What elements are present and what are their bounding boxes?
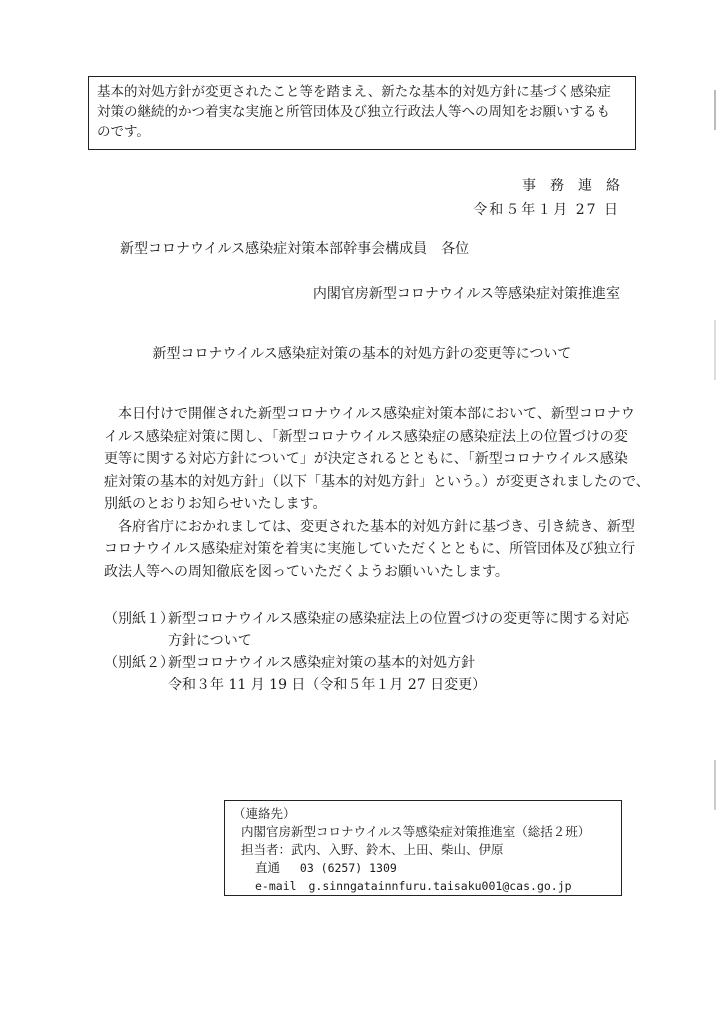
phone-number: 03 (6257) 1309 — [299, 861, 397, 875]
document-type: 事務連絡 — [522, 178, 634, 194]
attachment-item — [104, 652, 634, 674]
body-line: コロナウイルス感染症対策を着実に実施していただくとともに、所管団体及び独立行 — [104, 541, 636, 557]
body-line: 別紙のとおりお知らせいたします。 — [104, 496, 327, 512]
body-line: 政法人等への周知徹底を図っていただくようお願いいたします。 — [104, 563, 509, 580]
contact-staff: 担当者：武内、入野、鈴木、上田、柴山、伊原 — [241, 842, 504, 857]
attachment-item — [104, 608, 634, 630]
attachment-title: 新型コロナウイルス感染症対策の基本的対処方針 — [168, 655, 476, 671]
sender: 内閣官房新型コロナウイルス等感染症対策推進室 — [312, 286, 620, 302]
subject-title: 新型コロナウイルス感染症対策の基本的対処方針の変更等について — [152, 346, 572, 362]
body-line: 症対策の基本的対処方針」（以下「基本的対処方針」という。）が変更されましたので、 — [104, 473, 650, 490]
notice-line: のです。 — [97, 124, 150, 140]
notice-line: 対策の継続的かつ着実な実施と所管団体及び独立行政法人等への周知をお願いするも — [97, 104, 610, 120]
contact-heading: （連絡先） — [233, 806, 296, 821]
phone-label: 直通 — [255, 860, 281, 875]
attachment-label: （別紙２） — [104, 655, 174, 671]
scan-edge-mark — [714, 90, 716, 130]
notice-box — [88, 76, 636, 150]
body-text — [104, 403, 650, 583]
contact-office: 内閣官房新型コロナウイルス等感染症対策推進室（総括２班） — [241, 824, 591, 839]
body-line: 各府省庁におかれましては、変更された基本的対処方針に基づき、引き続き、新型 — [104, 518, 635, 535]
contact-email-row — [233, 877, 613, 895]
body-line: 本日付けで開催された新型コロナウイルス感染症対策本部において、新型コロナウ — [104, 406, 635, 422]
email-address: g.sinngatainnfuru.taisaku001@cas.go.jp — [308, 879, 572, 893]
scan-edge-mark — [714, 320, 716, 380]
attachment-title: 新型コロナウイルス感染症の感染症法上の位置づけの変更等に関する対応 — [168, 611, 630, 627]
email-label: e-mail — [255, 879, 297, 893]
notice-line: 基本的対処方針が変更されたこと等を踏まえ、新たな基本的対処方針に基づく感染症 — [97, 84, 611, 100]
contact-phone-row — [233, 859, 613, 877]
attachment-list — [104, 608, 634, 696]
attachment-title-cont: 令和３年 11 月 19 日（令和５年１月 27 日変更） — [168, 677, 487, 693]
addressee: 新型コロナウイルス感染症対策本部幹事会構成員 各位 — [120, 241, 470, 257]
contact-box — [224, 800, 622, 896]
attachment-title-cont: 方針について — [168, 633, 252, 649]
scan-edge-mark — [714, 760, 716, 810]
attachment-label: （別紙１） — [104, 611, 174, 627]
body-line: 更等に関する対応方針について」が決定されるとともに、「新型コロナウイルス感染 — [104, 451, 628, 467]
body-line: イルス感染症対策に関し、「新型コロナウイルス感染症の感染症法上の位置づけの変 — [104, 428, 628, 445]
document-date: 令和５年１月 27 日 — [473, 202, 620, 218]
